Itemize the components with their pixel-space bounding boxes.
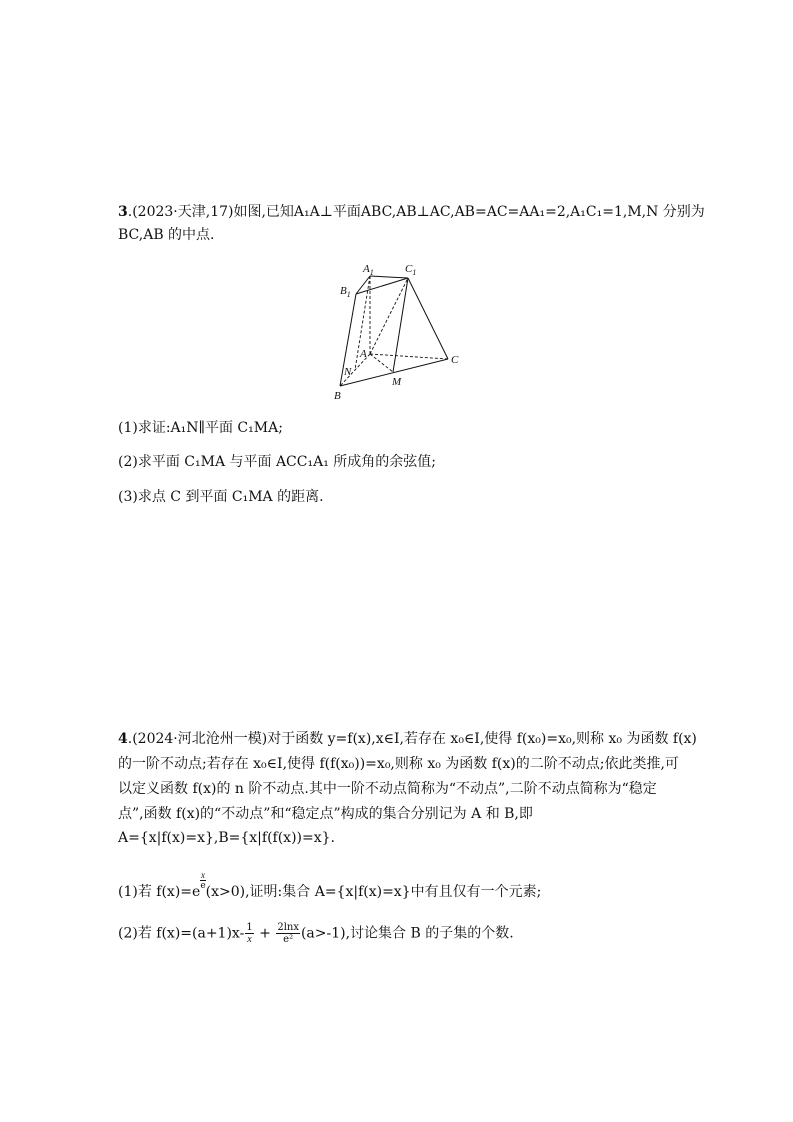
problem-4-question-1: (1)若 f(x)=e $\frac{x}{e}(x>0)$,证明:集合 A={x|f(x)=x}中有且仅有一个元素;	[118, 870, 542, 900]
label-A: A	[360, 348, 367, 360]
edge-AC	[370, 354, 448, 359]
fraction-1-over-x: $\frac{1}{x}$	[246, 922, 253, 945]
problem-3-number: 3	[118, 204, 128, 220]
problem-4-question-2: (2)若 f(x)=(a+1)x- $\frac{1}{x}$ + $\frac{2\ln x}{\text{e²}}$ (a>-1),讨论集合 B 的子集的个数.	[118, 922, 514, 945]
problem-4-statement-line-1: 4.(2024·河北沧州一模)对于函数 y=f(x),x∈I,若存在 x₀∈I,使得 f(x₀)=x₀,则称 x₀ 为函数 f(x)	[118, 731, 697, 747]
edge-A1C1	[370, 276, 408, 278]
problem-4-statement-line-2: 的一阶不动点;若存在 x₀∈I,使得 f(f(x₀))=x₀,则称 x₀ 为函数 f(x)的二阶不动点;依此类推,可	[118, 756, 679, 772]
problem-3-question-2: (2)求平面 C₁MA 与平面 ACC₁A₁ 所成角的余弦值;	[118, 454, 436, 470]
problem-3-question-1: (1)求证:A₁N∥平面 C₁MA;	[118, 420, 283, 436]
label-C1: $C_1$	[405, 263, 417, 277]
edge-B1C1	[356, 278, 408, 294]
edge-C1C	[408, 278, 448, 359]
label-M: M	[392, 376, 402, 388]
label-A1: $A_1$	[363, 263, 374, 277]
label-N: N	[344, 366, 352, 378]
label-C: C	[451, 354, 459, 366]
prism-figure	[330, 260, 465, 405]
label-B: B	[334, 390, 341, 402]
problem-3-question-3: (3)求点 C 到平面 C₁MA 的距离.	[118, 489, 324, 505]
prism-diagram	[330, 260, 465, 405]
problem-4-number: 4	[118, 731, 128, 747]
fraction-2lnx-over-e2: $\frac{2\ln x}{\text{e²}}$	[277, 922, 299, 945]
problem-4-statement-line-5: A={x|f(x)=x},B={x|f(f(x))=x}.	[118, 830, 335, 846]
edge-AM	[370, 354, 393, 372]
problem-3-statement-line-2: BC,AB 的中点.	[118, 227, 215, 243]
problem-4-statement-line-3: 以定义函数 f(x)的 n 阶不动点.其中一阶不动点简称为“不动点”,二阶不动点简称为“稳定	[118, 781, 657, 797]
exponent-fraction: $\frac{x}{e}$	[200, 870, 206, 891]
problem-3-statement-line-1: 3.(2023·天津,17)如图,已知A₁A⊥平面ABC,AB⊥AC,AB=AC=AA₁=2,A₁C₁=1,M,N 分别为	[118, 204, 705, 220]
problem-4-statement-line-4: 点”,函数 f(x)的“不动点”和“稳定点”构成的集合分别记为 A 和 B,即	[118, 806, 533, 822]
label-B1: $B_1$	[340, 285, 351, 299]
edge-C1M	[393, 278, 408, 372]
